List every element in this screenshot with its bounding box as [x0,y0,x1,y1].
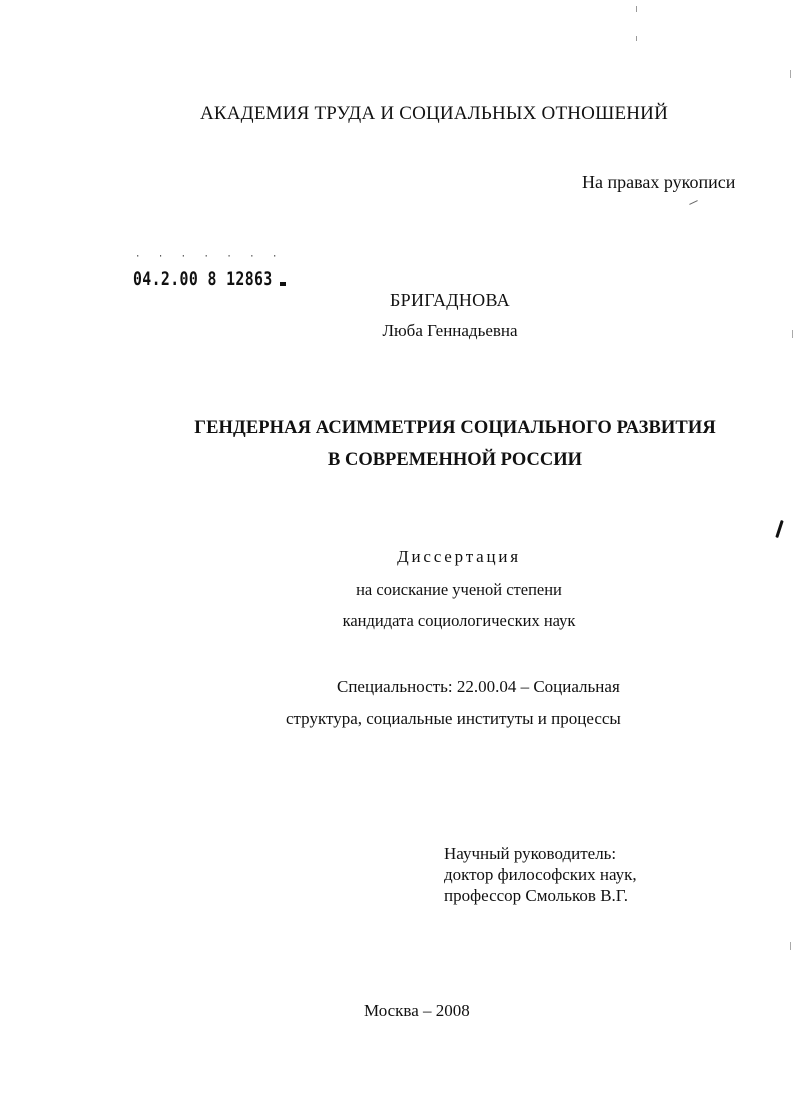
library-stamp-header: · · · · · · · [135,252,284,262]
degree-line1: на соискание ученой степени [356,580,562,599]
dissertation-title-line2: В СОВРЕМЕННОЙ РОССИИ [328,450,582,470]
scan-artifact-mark [775,520,783,538]
supervisor-label: Научный руководитель: [444,844,617,863]
scan-artifact-mark [790,942,791,950]
institution-name: АКАДЕМИЯ ТРУДА И СОЦИАЛЬНЫХ ОТНОШЕНИЙ [199,103,669,124]
specialty-line2: структура, социальные институты и процессы [286,709,621,728]
specialty-line1: Специальность: 22.00.04 – Социальная [337,677,620,696]
scan-artifact-mark [636,36,637,41]
author-surname: БРИГАДНОВА [390,290,510,310]
manuscript-note: На правах рукописи [582,172,736,192]
scan-artifact-mark [689,200,698,205]
degree-line2: кандидата социологических наук [342,611,576,630]
scan-artifact-mark [790,70,791,78]
supervisor-name: профессор Смольков В.Г. [444,886,628,905]
supervisor-block [444,843,637,906]
author-given-names: Люба Геннадьевна [382,321,518,340]
scan-artifact-mark [636,6,637,12]
library-stamp: 04.2.00 8 12863 [133,268,273,290]
work-type: Диссертация [397,547,521,566]
scan-artifact-mark [792,330,793,338]
dissertation-title-line1: ГЕНДЕРНАЯ АСИММЕТРИЯ СОЦИАЛЬНОГО РАЗВИТИЯ [194,418,716,438]
stamp-dash-mark [280,282,286,286]
supervisor-degree: доктор философских наук, [444,865,637,884]
city-year: Москва – 2008 [364,1001,470,1020]
